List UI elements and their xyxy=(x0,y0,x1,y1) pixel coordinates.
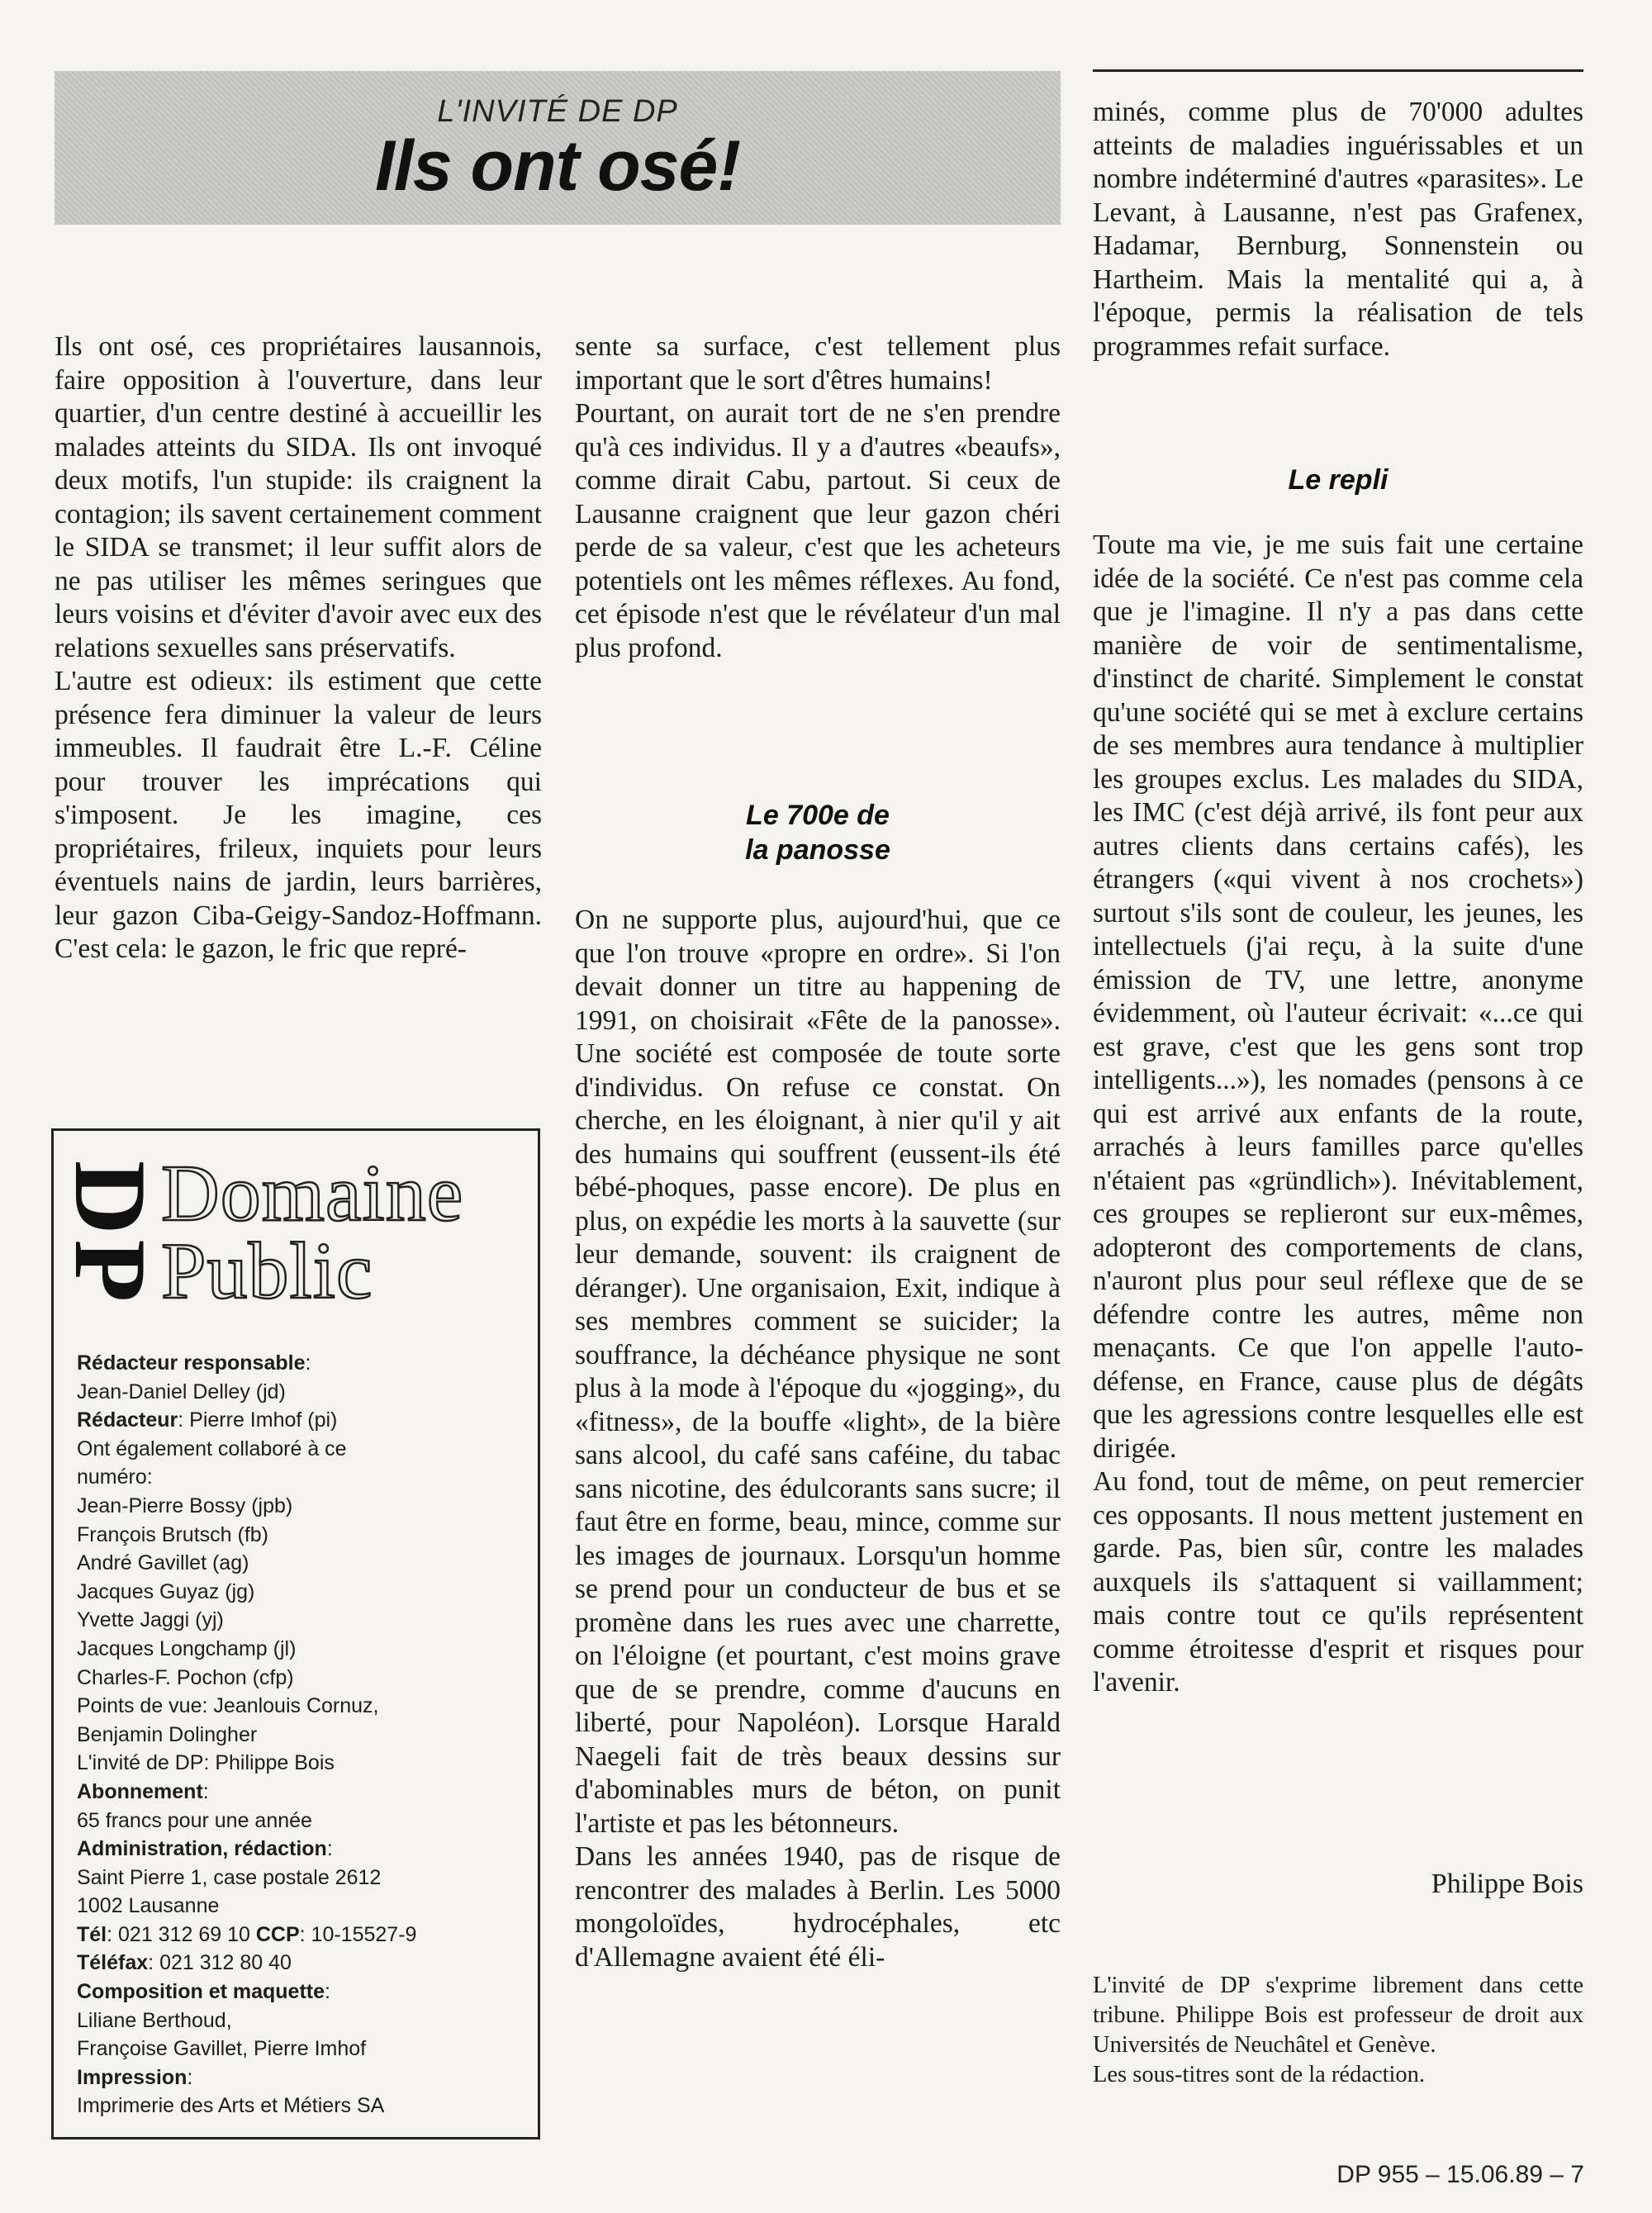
paragraph: Au fond, tout de même, on peut remercier ces opposants. Il nous mettent justement en garde. Pas, bien sûr, contre les malades auxquels ils s'attaquent si vaillamment; mais contre tout ce qu'ils représentent comme étroitesse d'esprit et risques pour l'avenir. xyxy=(1093,1466,1583,1698)
masthead-line: numéro: xyxy=(77,1465,153,1489)
logo-word-domaine: Domaine xyxy=(161,1149,464,1238)
article-column-3-top xyxy=(1093,96,1583,363)
domaine-public-logo xyxy=(54,1149,528,1318)
masthead-line: Jean-Pierre Bossy (jpb) xyxy=(77,1494,293,1517)
masthead-line: Rédacteur responsable: xyxy=(77,1351,311,1375)
masthead-line: Jacques Longchamp (jl) xyxy=(77,1636,297,1660)
masthead-line: Françoise Gavillet, Pierre Imhof xyxy=(77,2037,367,2061)
masthead-line: Composition et maquette: xyxy=(77,1980,330,2004)
article-column-1 xyxy=(55,330,542,966)
logo-word-public: Public xyxy=(161,1227,373,1316)
masthead-line: Administration, rédaction: xyxy=(77,1837,333,1861)
masthead-line: Benjamin Dolingher xyxy=(77,1722,258,1746)
paragraph: sente sa surface, c'est tellement plus important que le sort d'êtres humains! xyxy=(575,331,1061,396)
paragraph: Pourtant, on aurait tort de ne s'en prendre qu'à ces individus. Il y a d'autres «beaufs», comme dirait Cabu, partout. Si ceux de Lausanne craignent que leur gazon chéri perde de sa valeur, c'est que les acheteurs potentiels ont les mêmes réflexes. Au fond, cet épisode n'est que le révélateur d'un mal plus profond. xyxy=(575,398,1061,663)
note-line: L'invité de DP s'exprime librement dans cette tribune. Philippe Bois est professeur de droit aux Universités de Neuchâtel et Genève. xyxy=(1093,1973,1583,2058)
column-top-rule xyxy=(1093,69,1583,72)
section-kicker: L'INVITÉ DE DP xyxy=(437,94,678,129)
subheading-line: Le 700e de xyxy=(746,800,890,831)
masthead-line: 65 francs pour une année xyxy=(77,1808,312,1832)
masthead-line: Saint Pierre 1, case postale 2612 xyxy=(77,1865,382,1889)
masthead-line: Impression: xyxy=(77,2065,193,2089)
subheading-700e xyxy=(575,798,1061,867)
masthead-line: Imprimerie des Arts et Métiers SA xyxy=(77,2094,385,2118)
masthead-line: L'invité de DP: Philippe Bois xyxy=(77,1751,335,1775)
note-line: Les sous-titres sont de la rédaction. xyxy=(1093,2062,1426,2087)
editor-note xyxy=(1093,1971,1583,2090)
paragraph: L'autre est odieux: ils estiment que cette présence fera diminuer la valeur de leurs immeubles. Il faudrait être L.-F. Céline pour trouver les imprécations qui s'imposent. Je les imagine, ces propriétaires, frileux, inquiets pour leurs éventuels nains de jardin, leurs barrières, leur gazon Ciba-Geigy-Sandoz-Hoffmann. C'est cela: le gazon, le fric que repré- xyxy=(55,666,542,964)
article-column-3-bottom xyxy=(1093,529,1583,1700)
masthead-line: Jean-Daniel Delley (jd) xyxy=(77,1380,286,1403)
masthead-line: Tél: 021 312 69 10 CCP: 10-15527-9 xyxy=(77,1922,417,1946)
subheading-le-repli: Le repli xyxy=(1288,464,1389,496)
masthead-line: Yvette Jaggi (yj) xyxy=(77,1608,224,1632)
header-banner xyxy=(55,71,1061,225)
logo-dp-letters: DP xyxy=(54,1161,167,1308)
masthead-line: Points de vue: Jeanlouis Cornuz, xyxy=(77,1694,379,1718)
paragraph: On ne supporte plus, aujourd'hui, que ce que l'on trouve «propre en ordre». Si l'on devait donner un titre au happening de 1991, on choisirait «Fête de la panosse». Une société est composée de toute sorte d'individus. On refuse ce constat. On cherche, en les éloignant, à nier qu'il y ait des humains qui souffrent (eussent-ils été bébé-phoques, passe encore). De plus en plus, on expédie les morts à la sauvette (sur leur demande, souvent: ils craignent de déranger). Une organisaion, Exit, indique à ses membres comment se suicider; la souffrance, la déchéance physique ne sont plus à la mode à l'époque du «jogging», du «fitness», de la bouffe «light», de la bière sans alcool, du café sans caféine, du tabac sans nicotine, des édulcorants sans sucre; il faut être en forme, beau, mince, comme sur les images de journaux. Lorsqu'un homme se prend pour un conducteur de bus et se promène dans les rues avec une charrette, on l'éloigne (et pourtant, c'est moins grave que de se prendre, comme d'aucuns en liberté, pour Napoléon). Lorsque Harald Naegeli fait de très beaux dessins sur d'abominables murs de béton, on punit l'artiste et pas les bétonneurs. xyxy=(575,905,1061,1839)
subheading-line: la panosse xyxy=(745,834,890,866)
masthead-line: Téléfax: 021 312 80 40 xyxy=(77,1951,292,1975)
masthead-line: Ont également collaboré à ce xyxy=(77,1437,347,1460)
masthead-line: 1002 Lausanne xyxy=(77,1894,220,1918)
article-headline: Ils ont osé! xyxy=(375,126,740,206)
paragraph: minés, comme plus de 70'000 adultes atteints de maladies inguérissables et un nombre indéterminé d'autres «parasites». Le Levant, à Lausanne, n'est pas Grafenex, Hadamar, Bernburg, Sonnenstein ou Hartheim. Mais la mentalité qui a, à l'époque, permis la réalisation de tels programmes refait surface. xyxy=(1093,97,1583,362)
masthead-line: Liliane Berthoud, xyxy=(77,2008,232,2032)
article-column-2-bottom xyxy=(575,904,1061,1974)
masthead-line: Rédacteur: Pierre Imhof (pi) xyxy=(77,1408,338,1432)
author-signature: Philippe Bois xyxy=(1431,1869,1583,1899)
masthead-box xyxy=(51,1128,540,2139)
page-folio: DP 955 – 15.06.89 – 7 xyxy=(1336,2161,1584,2188)
article-column-2-top xyxy=(575,330,1061,665)
masthead-line: Charles-F. Pochon (cfp) xyxy=(77,1665,294,1689)
paragraph: Toute ma vie, je me suis fait une certaine idée de la société. Ce n'est pas comme cela que je l'imagine. Il n'y a pas dans cette manière de voir de sentimentalisme, d'instinct de charité. Simplement le constat qu'une société qui se met à exclure certains de ses membres aura tendance à multiplier les groupes exclus. Les malades du SIDA, les IMC (c'est déjà arrivé, ils font peur aux autres clients dans certains cafés), les étrangers («qui vivent à nos crochets») surtout s'ils sont de couleur, les jeunes, les intellectuels (j'ai reçu, à la suite d'une émission de TV, une lettre, anonyme évidemment, où l'auteur écrivait: «...ce qui est grave, c'est que les gens sont trop intelligents...»), les nomades (pensons à ce qui est arrivé aux enfants de la route, arrachés à leurs familles parce qu'elles n'étaient pas «gründlich»). Inévitablement, ces groupes se replieront sur eux-mêmes, adopteront des comportements de clans, n'auront plus pour seul réflexe que de se défendre contre les autres, même non menaçants. Ce que l'on appelle l'auto-défense, en France, cause plus de dégâts que les agressions contre lesquelles elle est dirigée. xyxy=(1093,530,1583,1464)
masthead-line: André Gavillet (ag) xyxy=(77,1551,249,1575)
masthead-line: Jacques Guyaz (jg) xyxy=(77,1579,255,1603)
masthead-line: Abonnement: xyxy=(77,1779,209,1803)
masthead-credits xyxy=(77,1349,523,2120)
masthead-line: François Brutsch (fb) xyxy=(77,1522,269,1546)
paragraph: Dans les années 1940, pas de risque de rencontrer des malades à Berlin. Les 5000 mongoloïdes, hydrocéphales, etc d'Allemagne avaient été éli- xyxy=(575,1841,1061,1973)
paragraph: Ils ont osé, ces propriétaires lausannois, faire opposition à l'ouverture, dans leur quartier, d'un centre destiné à accueillir les malades atteints du SIDA. Ils ont invoqué deux motifs, l'un stupide: ils craignent la contagion; ils savent certainement comment le SIDA se transmet; il leur suffit alors de ne pas utiliser les mêmes seringues que leurs voisins et d'éviter d'avoir avec eux des relations sexuelles sans préservatifs. xyxy=(55,331,542,663)
